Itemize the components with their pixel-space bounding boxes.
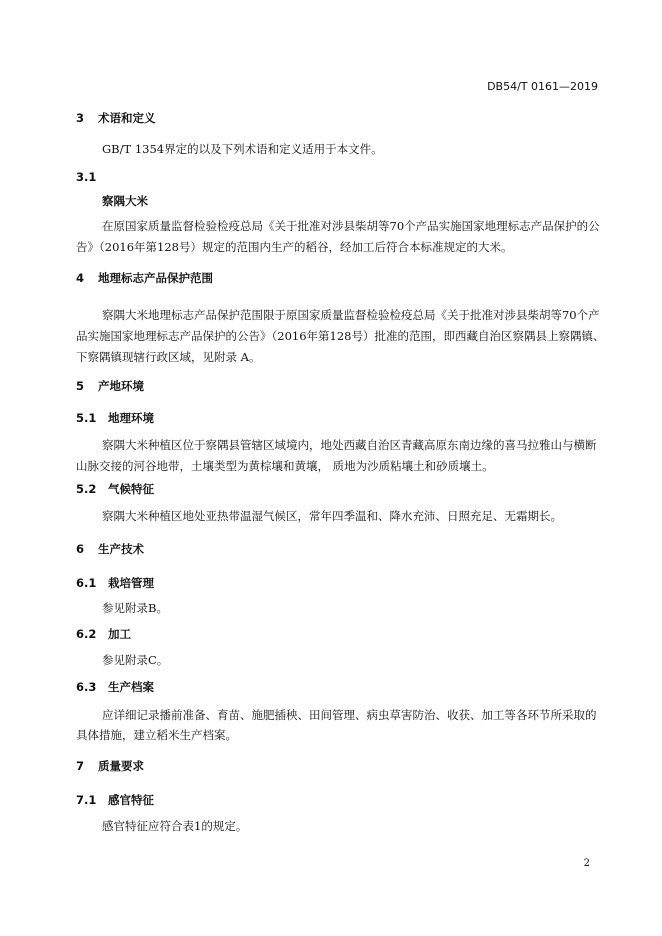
subsection-5-1-heading [76,410,154,426]
subsection-title: 感官特征 [108,793,154,807]
subsection-title: 栽培管理 [108,576,154,590]
paragraph-line: 告》（2016年第128号）规定的范围内生产的稻谷，经加工后符合本标准规定的大米。 [76,240,513,254]
subsection-number: 6.3 [76,680,97,694]
subsection-number: 6.1 [76,576,97,590]
subsection-6-3-heading [76,679,154,695]
section-number: 5 [76,379,85,393]
subsection-number: 5.1 [76,411,97,425]
section-title: 地理标志产品保护范围 [98,271,213,285]
paragraph-line: 品实施国家地理标志产品保护的公告》（2016年第128号）批准的范围，即西藏自治区察隅县上察隅镇、 [76,329,605,343]
subsection-6-2-heading [76,626,131,642]
subsection-number: 6.2 [76,627,97,641]
section-6-heading [76,541,144,557]
term-3-1-number: 3.1 [76,170,97,184]
section-number: 6 [76,542,85,556]
standard-code: DB54/T 0161—2019 [487,80,598,93]
paragraph-line: 应详细记录播前准备、育苗、施肥插秧、田间管理、病虫草害防治、收获、加工等各环节所采取的 [102,708,597,722]
paragraph-line: 察隅大米种植区地处亚热带温湿气候区，常年四季温和、降水充沛、日照充足、无霜期长。 [102,509,562,523]
subsection-6-1-heading [76,575,154,591]
paragraph-line: 察隅大米地理标志产品保护范围限于原国家质量监督检验检疫总局《关于批准对涉县柴胡等70个产 [102,308,600,322]
section-7-heading [76,758,144,774]
subsection-title: 气候特征 [108,482,154,496]
section-title: 生产技术 [98,542,144,556]
section-4-heading [76,270,213,286]
paragraph-line: 在原国家质量监督检验检疫总局《关于批准对涉县柴胡等70个产品实施国家地理标志产品保护的公 [102,219,600,233]
subsection-7-1-heading [76,792,154,808]
paragraph-line: 感官特征应符合表1的规定。 [102,819,248,833]
paragraph-line: 下察隅镇现辖行政区域，见附录 A。 [76,350,261,364]
section-3-heading [76,110,156,126]
section-number: 4 [76,271,85,285]
section-number: 7 [76,759,85,773]
paragraph-line: 参见附录B。 [102,601,168,615]
section-number: 3 [76,111,85,125]
section-title: 术语和定义 [98,111,156,125]
subsection-number: 5.2 [76,482,97,496]
paragraph-line: 具体措施，建立稻米生产档案。 [76,728,237,742]
page-number: 2 [583,858,590,869]
term-3-1-name: 察隅大米 [102,194,148,208]
subsection-5-2-heading [76,481,154,497]
section-5-heading [76,378,144,394]
paragraph-line: 参见附录C。 [102,653,169,667]
subsection-title: 加工 [108,627,131,641]
section-title: 质量要求 [98,759,144,773]
section-title: 产地环境 [98,379,144,393]
subsection-title: 地理环境 [108,411,154,425]
paragraph: GB/T 1354界定的以及下列术语和定义适用于本文件。 [102,142,383,156]
subsection-number: 7.1 [76,793,97,807]
paragraph-line: 察隅大米种植区位于察隅县管辖区域境内，地处西藏自治区青藏高原东南边缘的喜马拉雅山与横断 [102,438,597,452]
paragraph-line: 山脉交接的河谷地带，土壤类型为黄棕壤和黄壤， 质地为沙质粘壤土和砂质壤土。 [76,459,494,473]
subsection-title: 生产档案 [108,680,154,694]
